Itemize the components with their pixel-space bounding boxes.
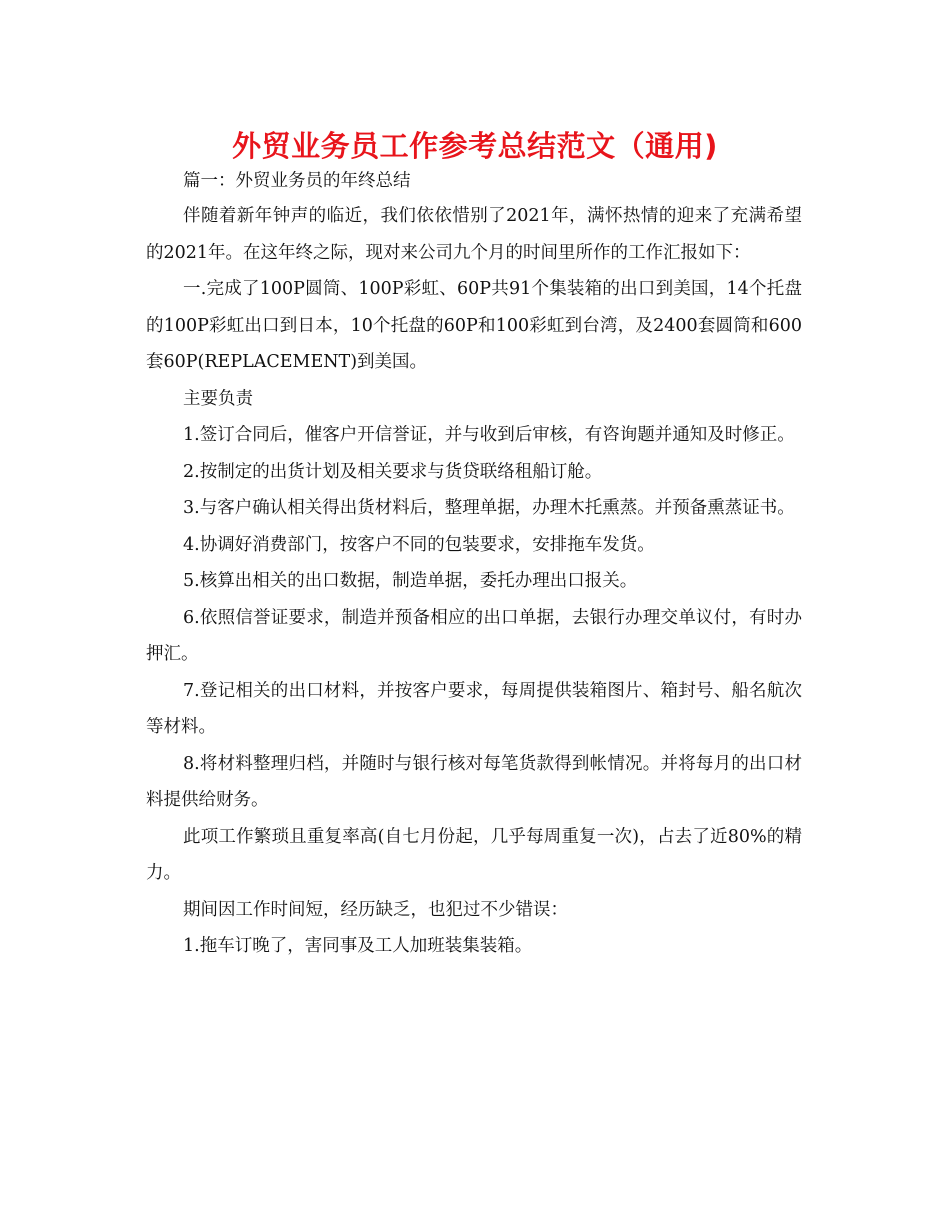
- list-item: 7.登记相关的出口材料，并按客户要求，每周提供装箱图片、箱封号、船名航次等材料。: [146, 680, 802, 737]
- paragraph: 此项工作繁琐且重复率高(自七月份起，几乎每周重复一次)，占去了近80%的精力。: [146, 826, 802, 883]
- paragraph: 主要负责: [183, 388, 253, 409]
- paragraph: 期间因工作时间短，经历缺乏，也犯过不少错误：: [183, 899, 568, 920]
- list-item: 5.核算出相关的出口数据，制造单据，委托办理出口报关。: [183, 571, 638, 591]
- paragraph: 一.完成了100P圆筒、100P彩虹、60P共91个集装箱的出口到美国，14个托盘的100P彩虹出口到日本，10个托盘的60P和100彩虹到台湾，及2400套圆筒和600套60P(REPLACEMENT)到美国。: [146, 279, 802, 372]
- list-item: 8.将材料整理归档，并随时与银行核对每笔货款得到帐情况。并将每月的出口材料提供给财务。: [146, 753, 802, 810]
- list-item: 3.与客户确认相关得出货材料后，整理单据，办理木托熏蒸。并预备熏蒸证书。: [183, 498, 795, 518]
- list-item: 6.依照信誉证要求，制造并预备相应的出口单据，去银行办理交单议付，有时办押汇。: [146, 607, 802, 664]
- list-item: 4.协调好消费部门，按客户不同的包装要求，安排拖车发货。: [183, 534, 655, 555]
- list-item: 1.签订合同后，催客户开信誉证，并与收到后审核，有咨询题并通知及时修正。: [183, 425, 795, 445]
- list-item: 1.拖车订晚了，害同事及工人加班装集装箱。: [183, 936, 533, 956]
- document-body: [146, 166, 802, 965]
- document-title: 外贸业务员工作参考总结范文（通用): [232, 129, 718, 163]
- paragraph: 伴随着新年钟声的临近，我们依依惜别了2021年，满怀热情的迎来了充满希望的2021年。在这年终之际，现对来公司九个月的时间里所作的工作汇报如下：: [146, 206, 802, 263]
- list-item: 2.按制定的出货计划及相关要求与货贷联络租船订舱。: [183, 461, 603, 482]
- section-heading: 篇一：外贸业务员的年终总结: [183, 171, 411, 191]
